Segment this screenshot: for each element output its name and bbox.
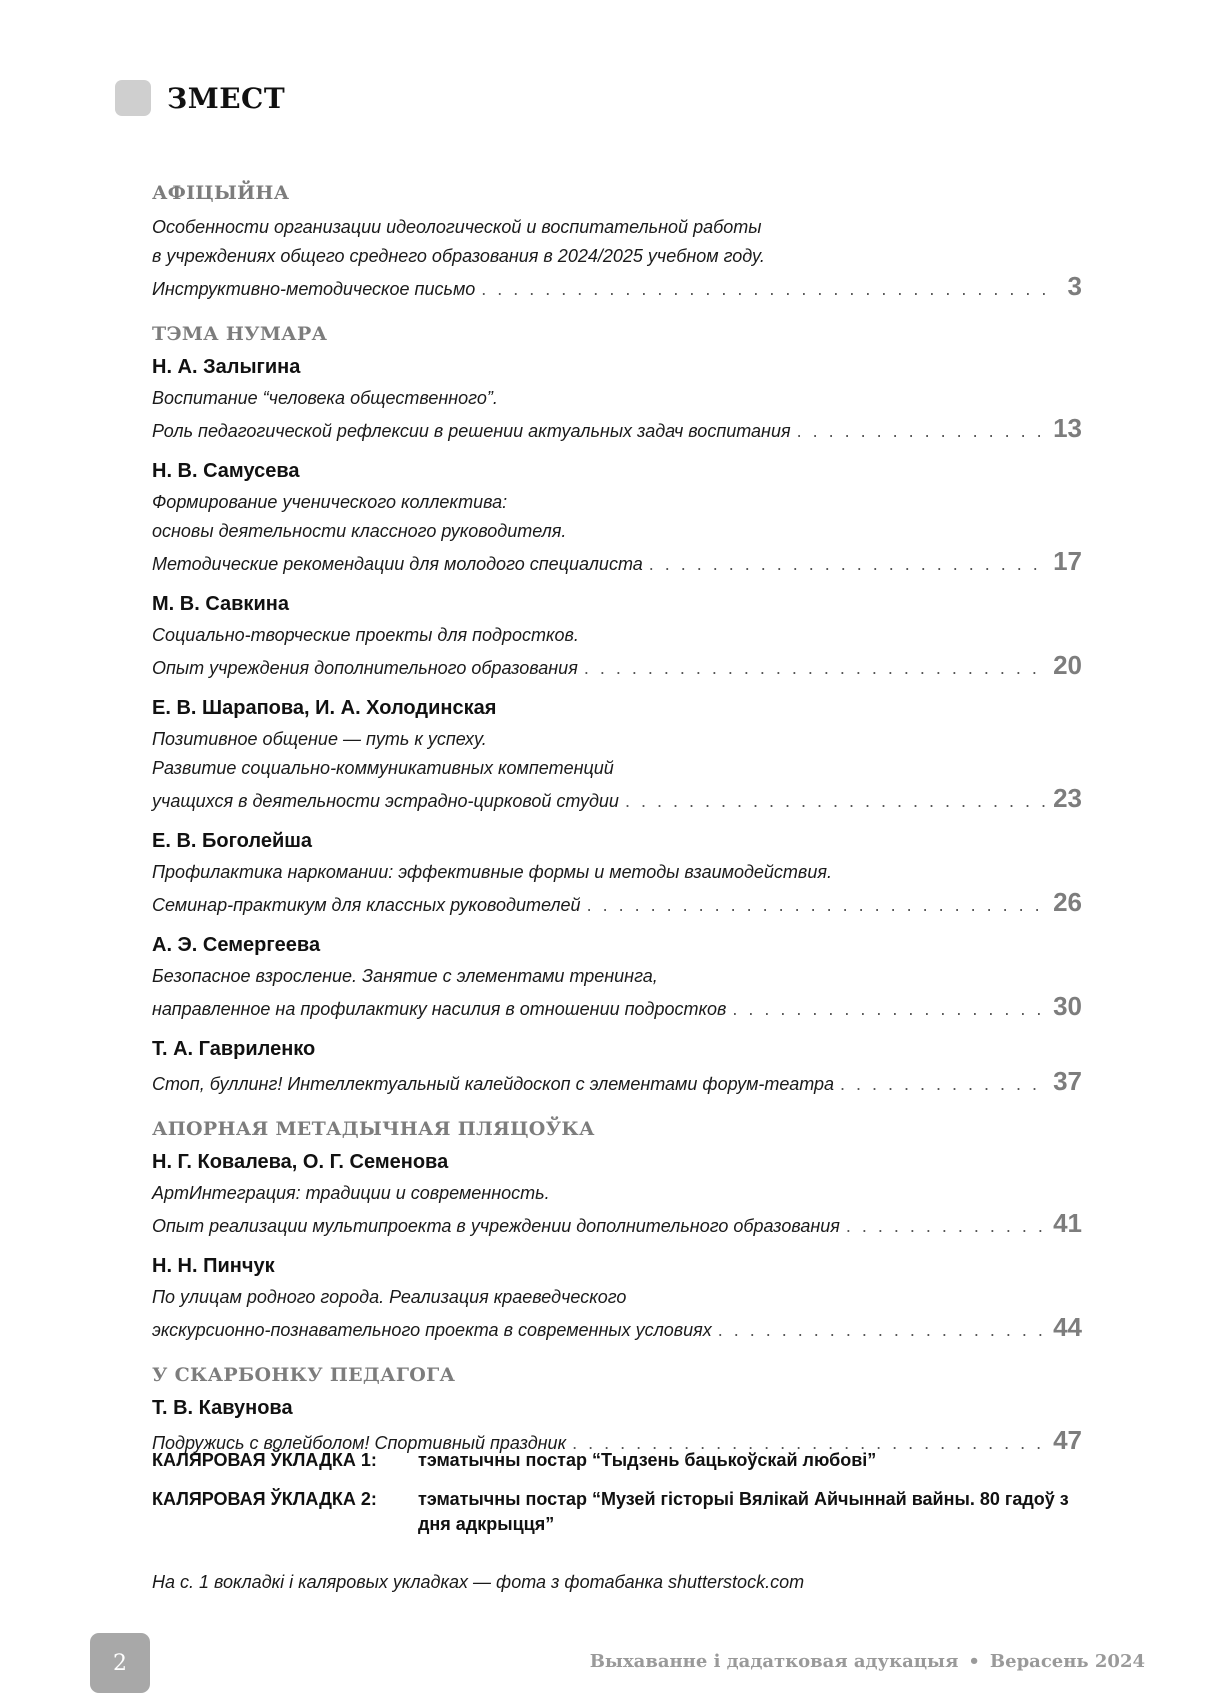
section-heading: У СКАРБОНКУ ПЕДАГОГА xyxy=(152,1364,456,1386)
toc-section xyxy=(152,322,1082,1099)
footer-separator-bullet: • xyxy=(968,1651,980,1672)
entry-author: Н. Н. Пинчук xyxy=(152,1255,275,1277)
entry-final-line xyxy=(152,887,1082,920)
entry-title-line: учащихся в деятельности эстрадно-цирковой студии xyxy=(152,791,619,811)
insert-label: КАЛЯРОВАЯ ЎКЛАДКА 2: xyxy=(152,1489,377,1509)
entry-final-line xyxy=(152,1066,1082,1099)
toc-entry[interactable] xyxy=(152,1253,1082,1345)
insert-row xyxy=(152,1448,1082,1473)
entry-page-number: 44 xyxy=(1053,1312,1082,1342)
entry-title-line: в учреждениях общего среднего образования в 2024/2025 учебном году. xyxy=(152,246,765,266)
entry-page-number: 17 xyxy=(1053,546,1082,576)
insert-text: тэматычны постар “Тыдзень бацькоўскай любові” xyxy=(418,1450,877,1470)
toc-entry[interactable] xyxy=(152,591,1082,683)
entry-title-line: Роль педагогической рефлексии в решении актуальных задач воспитания xyxy=(152,421,791,441)
entry-title-line: Воспитание “человека общественного”. xyxy=(152,388,498,408)
entry-page-number: 37 xyxy=(1053,1066,1082,1096)
dot-leader xyxy=(587,895,1046,916)
toc-entry[interactable] xyxy=(152,932,1082,1024)
section-heading: АФІЦЫЙНА xyxy=(152,182,290,204)
entry-title-line: Особенности организации идеологической и воспитательной работы xyxy=(152,217,762,237)
entry-final-line xyxy=(152,991,1082,1024)
entry-final-line xyxy=(152,1312,1082,1345)
entry-page-number: 20 xyxy=(1053,650,1082,680)
page-header xyxy=(115,80,285,116)
toc-entry[interactable] xyxy=(152,1149,1082,1241)
page-title: ЗМЕСТ xyxy=(167,81,286,115)
toc-entry[interactable] xyxy=(152,458,1082,579)
entry-title-line: Подружись с волейболом! Спортивный праздник xyxy=(152,1433,567,1453)
toc-section xyxy=(152,181,1082,304)
entry-title-line: Стоп, буллинг! Интеллектуальный калейдоскоп с элементами форум-театра xyxy=(152,1074,835,1094)
insert-row xyxy=(152,1487,1082,1537)
entry-title-line: Инструктивно-методическое письмо xyxy=(152,279,476,299)
entry-final-line xyxy=(152,783,1082,816)
dot-leader xyxy=(481,279,1046,300)
table-of-contents xyxy=(152,181,1082,1476)
entry-title-line: экскурсионно-познавательного проекта в современных условиях xyxy=(152,1320,712,1340)
entry-title-line: По улицам родного города. Реализация краеведческого xyxy=(152,1287,627,1307)
toc-entry[interactable] xyxy=(152,213,1082,304)
dot-leader xyxy=(625,791,1046,812)
color-inserts xyxy=(152,1448,1082,1551)
entry-final-line xyxy=(152,650,1082,683)
header-square-marker xyxy=(115,80,151,116)
toc-entry[interactable] xyxy=(152,1036,1082,1099)
entry-final-line xyxy=(152,1208,1082,1241)
footer-journal-info xyxy=(590,1651,1145,1672)
dot-leader xyxy=(732,999,1046,1020)
toc-section xyxy=(152,1117,1082,1345)
toc-entry[interactable] xyxy=(152,695,1082,816)
section-heading: ТЭМА НУМАРА xyxy=(152,323,328,345)
entry-author: М. В. Савкина xyxy=(152,593,289,615)
toc-entry[interactable] xyxy=(152,354,1082,446)
dot-leader xyxy=(840,1074,1046,1095)
entry-page-number: 41 xyxy=(1053,1208,1082,1238)
entry-title-line: Профилактика наркомании: эффективные формы и методы взаимодействия. xyxy=(152,862,832,882)
footer-page-number: 2 xyxy=(90,1633,150,1693)
section-heading: АПОРНАЯ МЕТАДЫЧНАЯ ПЛЯЦОЎКА xyxy=(152,1118,595,1140)
entry-title-line: Безопасное взросление. Занятие с элементами тренинга, xyxy=(152,966,658,986)
toc-section xyxy=(152,1363,1082,1458)
dot-leader xyxy=(718,1320,1046,1341)
entry-author: Н. В. Самусева xyxy=(152,460,300,482)
entry-author: А. Э. Семергеева xyxy=(152,934,321,956)
entry-page-number: 47 xyxy=(1053,1425,1082,1455)
entry-title-line: основы деятельности классного руководителя. xyxy=(152,521,567,541)
entry-page-number: 26 xyxy=(1053,887,1082,917)
insert-text: тэматычны постар “Музей гісторыі Вялікай Айчыннай вайны. 80 гадоў з дня адкрыцця” xyxy=(418,1489,1069,1534)
entry-title-line: Развитие социально-коммуникативных компетенций xyxy=(152,758,614,778)
dot-leader xyxy=(846,1216,1046,1237)
photo-credit: На с. 1 вокладкі і каляровых укладках — фота з фотабанка shutterstock.com xyxy=(152,1572,805,1592)
entry-title-line: Опыт реализации мультипроекта в учреждении дополнительного образования xyxy=(152,1216,840,1236)
entry-final-line xyxy=(152,413,1082,446)
entry-author: Н. Г. Ковалева, О. Г. Семенова xyxy=(152,1151,449,1173)
footer-journal-name: Выхаванне і дадатковая адукацыя xyxy=(589,1651,959,1672)
entry-title-line: АртИнтеграция: традиции и современность. xyxy=(152,1183,550,1203)
dot-leader xyxy=(584,658,1046,679)
entry-author: Е. В. Шарапова, И. А. Холодинская xyxy=(152,697,497,719)
entry-title-line: Формирование ученического коллектива: xyxy=(152,492,508,512)
entry-title-line: Методические рекомендации для молодого специалиста xyxy=(152,554,643,574)
entry-page-number: 30 xyxy=(1053,991,1082,1021)
insert-label: КАЛЯРОВАЯ ЎКЛАДКА 1: xyxy=(152,1450,377,1470)
entry-title-line: Социально-творческие проекты для подростков. xyxy=(152,625,579,645)
entry-page-number: 23 xyxy=(1053,783,1082,813)
entry-author: Т. А. Гавриленко xyxy=(152,1038,316,1060)
dot-leader xyxy=(797,421,1046,442)
footer-issue: Верасень 2024 xyxy=(989,1651,1145,1672)
entry-author: Е. В. Боголейша xyxy=(152,830,313,852)
entry-page-number: 13 xyxy=(1053,413,1082,443)
toc-entry[interactable] xyxy=(152,828,1082,920)
entry-page-number: 3 xyxy=(1067,271,1082,301)
entry-title-line: направленное на профилактику насилия в отношении подростков xyxy=(152,999,727,1019)
entry-final-line xyxy=(152,546,1082,579)
entry-author: Н. А. Залыгина xyxy=(152,356,301,378)
entry-title-line: Позитивное общение — путь к успеху. xyxy=(152,729,487,749)
entry-author: Т. В. Кавунова xyxy=(152,1397,293,1419)
entry-final-line xyxy=(152,271,1082,304)
entry-title-line: Опыт учреждения дополнительного образования xyxy=(152,658,578,678)
dot-leader xyxy=(649,554,1046,575)
entry-title-line: Семинар-практикум для классных руководителей xyxy=(152,895,581,915)
